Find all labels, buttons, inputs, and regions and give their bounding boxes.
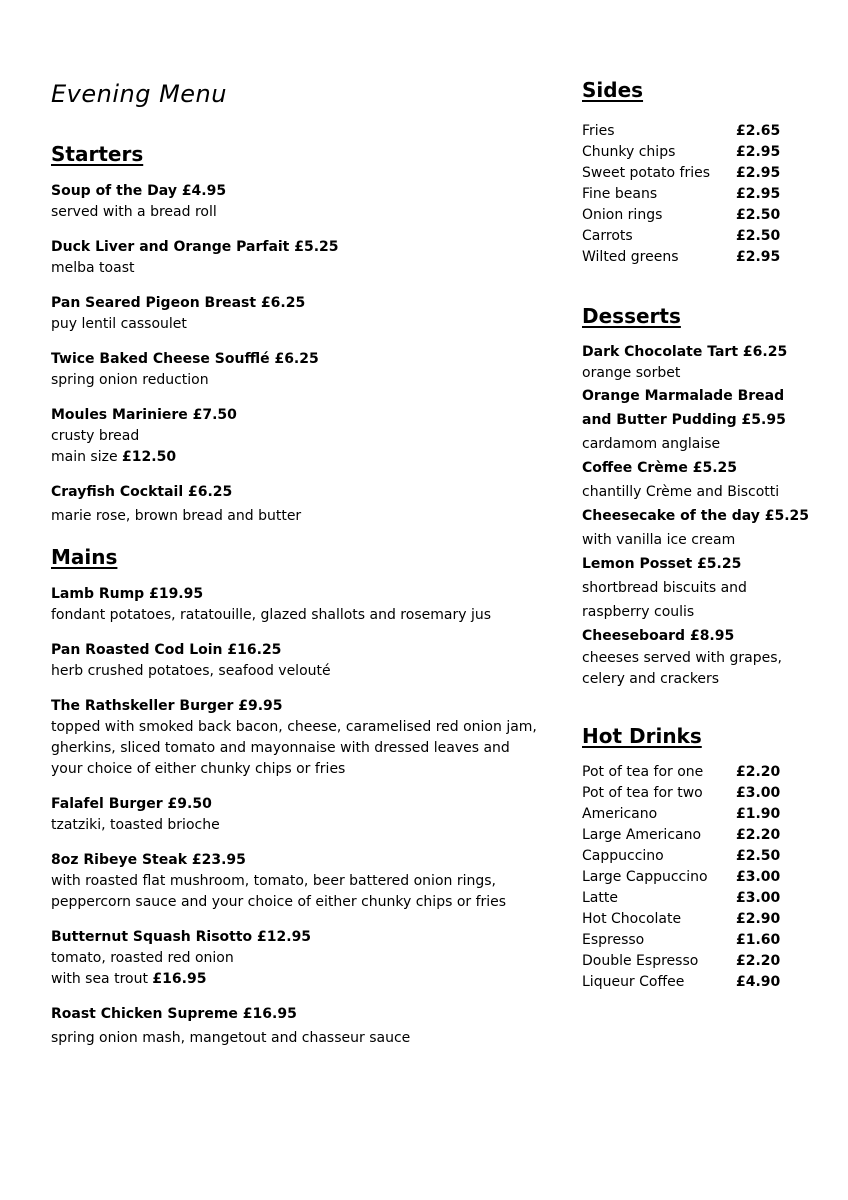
main-name: Falafel Burger £9.50 xyxy=(51,796,212,812)
drink-row xyxy=(582,888,822,909)
side-label: Wilted greens xyxy=(582,249,679,265)
main-desc: tomato, roasted red onion xyxy=(51,950,234,966)
starter-item xyxy=(51,482,551,527)
mains-heading: Mains xyxy=(51,545,118,569)
drink-price: £3.00 xyxy=(736,890,781,906)
drink-row xyxy=(582,846,822,867)
main-item xyxy=(51,584,551,626)
main-name: Butternut Squash Risotto £12.95 xyxy=(51,929,312,945)
starter-item xyxy=(51,349,551,391)
drink-label: Pot of tea for two xyxy=(582,785,703,801)
dessert-name: Cheeseboard £8.95 xyxy=(582,628,735,644)
main-desc: tzatziki, toasted brioche xyxy=(51,817,220,833)
main-item xyxy=(51,640,551,682)
starter-desc: melba toast xyxy=(51,260,135,276)
main-item xyxy=(51,927,551,990)
starter-name: Twice Baked Cheese Soufflé £6.25 xyxy=(51,351,319,367)
drink-row xyxy=(582,783,822,804)
drink-row xyxy=(582,762,822,783)
extra-label: with sea trout xyxy=(51,971,153,987)
drink-label: Hot Chocolate xyxy=(582,911,682,927)
side-row xyxy=(582,163,822,184)
drink-label: Large Cappuccino xyxy=(582,869,708,885)
drink-label: Large Americano xyxy=(582,827,702,843)
drink-price: £3.00 xyxy=(736,869,781,885)
starter-desc: spring onion reduction xyxy=(51,372,209,388)
starter-desc: served with a bread roll xyxy=(51,204,217,220)
dessert-desc: raspberry coulis xyxy=(582,604,695,620)
side-label: Fries xyxy=(582,123,615,139)
starter-name: Duck Liver and Orange Parfait £5.25 xyxy=(51,239,339,255)
drink-label: Pot of tea for one xyxy=(582,764,704,780)
left-column xyxy=(51,140,551,1049)
drink-label: Americano xyxy=(582,806,658,822)
starter-item xyxy=(51,237,551,279)
extra-price: £12.50 xyxy=(122,449,177,465)
side-row xyxy=(582,121,822,142)
drink-price: £4.90 xyxy=(736,974,781,990)
starter-desc: marie rose, brown bread and butter xyxy=(51,508,302,524)
side-row xyxy=(582,226,822,247)
side-price: £2.95 xyxy=(736,165,781,181)
starters-heading: Starters xyxy=(51,142,144,166)
side-price: £2.50 xyxy=(736,228,781,244)
main-item xyxy=(51,696,551,780)
side-price: £2.95 xyxy=(736,186,781,202)
main-desc: fondant potatoes, ratatouille, glazed shallots and rosemary jus xyxy=(51,607,491,623)
side-row xyxy=(582,142,822,163)
starter-desc: puy lentil cassoulet xyxy=(51,316,187,332)
side-label: Chunky chips xyxy=(582,144,676,160)
drink-row xyxy=(582,867,822,888)
drink-price: £2.20 xyxy=(736,827,781,843)
drink-price: £2.20 xyxy=(736,953,781,969)
drink-row xyxy=(582,951,822,972)
drink-row xyxy=(582,930,822,951)
side-price: £2.95 xyxy=(736,249,781,265)
main-desc: with roasted flat mushroom, tomato, beer battered onion rings, xyxy=(51,873,496,889)
main-item xyxy=(51,794,551,836)
drink-label: Cappuccino xyxy=(582,848,664,864)
starter-desc: crusty bread xyxy=(51,428,140,444)
dessert-desc: orange sorbet xyxy=(582,365,681,381)
dessert-desc: celery and crackers xyxy=(582,671,720,687)
side-label: Sweet potato fries xyxy=(582,165,711,181)
side-label: Onion rings xyxy=(582,207,663,223)
drink-label: Espresso xyxy=(582,932,645,948)
menu-title: Evening Menu xyxy=(51,80,227,108)
main-item xyxy=(51,850,551,913)
main-name: Pan Roasted Cod Loin £16.25 xyxy=(51,642,282,658)
drink-row xyxy=(582,825,822,846)
main-name: Lamb Rump £19.95 xyxy=(51,586,204,602)
starter-name: Soup of the Day £4.95 xyxy=(51,183,227,199)
dessert-desc: shortbread biscuits and xyxy=(582,580,747,596)
starter-extra xyxy=(51,447,551,468)
main-item xyxy=(51,1004,551,1049)
side-row xyxy=(582,184,822,205)
right-column xyxy=(582,76,822,993)
main-name: Roast Chicken Supreme £16.95 xyxy=(51,1006,297,1022)
extra-price: £16.95 xyxy=(152,971,207,987)
drink-price: £3.00 xyxy=(736,785,781,801)
desserts-heading: Desserts xyxy=(582,304,681,328)
drink-price: £1.60 xyxy=(736,932,781,948)
starter-item xyxy=(51,405,551,468)
drink-row xyxy=(582,804,822,825)
main-desc: your choice of either chunky chips or fries xyxy=(51,761,346,777)
dessert-name: Orange Marmalade Bread xyxy=(582,388,785,404)
main-name: The Rathskeller Burger £9.95 xyxy=(51,698,283,714)
sides-heading: Sides xyxy=(582,78,644,102)
side-row xyxy=(582,205,822,226)
drink-label: Double Espresso xyxy=(582,953,699,969)
dessert-name: Cheesecake of the day £5.25 xyxy=(582,508,810,524)
dessert-desc: cheeses served with grapes, xyxy=(582,650,782,666)
drink-price: £1.90 xyxy=(736,806,781,822)
drink-label: Liqueur Coffee xyxy=(582,974,685,990)
main-desc: herb crushed potatoes, seafood velouté xyxy=(51,663,331,679)
drink-label: Latte xyxy=(582,890,618,906)
starter-item xyxy=(51,293,551,335)
drink-price: £2.20 xyxy=(736,764,781,780)
main-extra xyxy=(51,969,551,990)
dessert-name: Lemon Posset £5.25 xyxy=(582,556,742,572)
hot-drinks-heading: Hot Drinks xyxy=(582,724,702,748)
main-desc: topped with smoked back bacon, cheese, caramelised red onion jam, xyxy=(51,719,537,735)
main-desc: peppercorn sauce and your choice of either chunky chips or fries xyxy=(51,894,507,910)
side-row xyxy=(582,247,822,268)
drink-price: £2.90 xyxy=(736,911,781,927)
side-label: Fine beans xyxy=(582,186,658,202)
extra-label: main size xyxy=(51,449,123,465)
side-price: £2.65 xyxy=(736,123,781,139)
side-label: Carrots xyxy=(582,228,633,244)
dessert-name: Dark Chocolate Tart £6.25 xyxy=(582,344,788,360)
dessert-desc: cardamom anglaise xyxy=(582,436,721,452)
starter-item xyxy=(51,181,551,223)
main-desc: spring onion mash, mangetout and chasseur sauce xyxy=(51,1030,411,1046)
starter-name: Crayfish Cocktail £6.25 xyxy=(51,484,233,500)
main-desc: gherkins, sliced tomato and mayonnaise with dressed leaves and xyxy=(51,740,510,756)
drink-row xyxy=(582,972,822,993)
dessert-desc: chantilly Crème and Biscotti xyxy=(582,484,780,500)
side-price: £2.50 xyxy=(736,207,781,223)
starter-name: Pan Seared Pigeon Breast £6.25 xyxy=(51,295,306,311)
main-name: 8oz Ribeye Steak £23.95 xyxy=(51,852,246,868)
dessert-desc: with vanilla ice cream xyxy=(582,532,736,548)
side-price: £2.95 xyxy=(736,144,781,160)
drink-row xyxy=(582,909,822,930)
dessert-name: and Butter Pudding £5.95 xyxy=(582,412,786,428)
dessert-name: Coffee Crème £5.25 xyxy=(582,460,738,476)
drink-price: £2.50 xyxy=(736,848,781,864)
starter-name: Moules Mariniere £7.50 xyxy=(51,407,237,423)
